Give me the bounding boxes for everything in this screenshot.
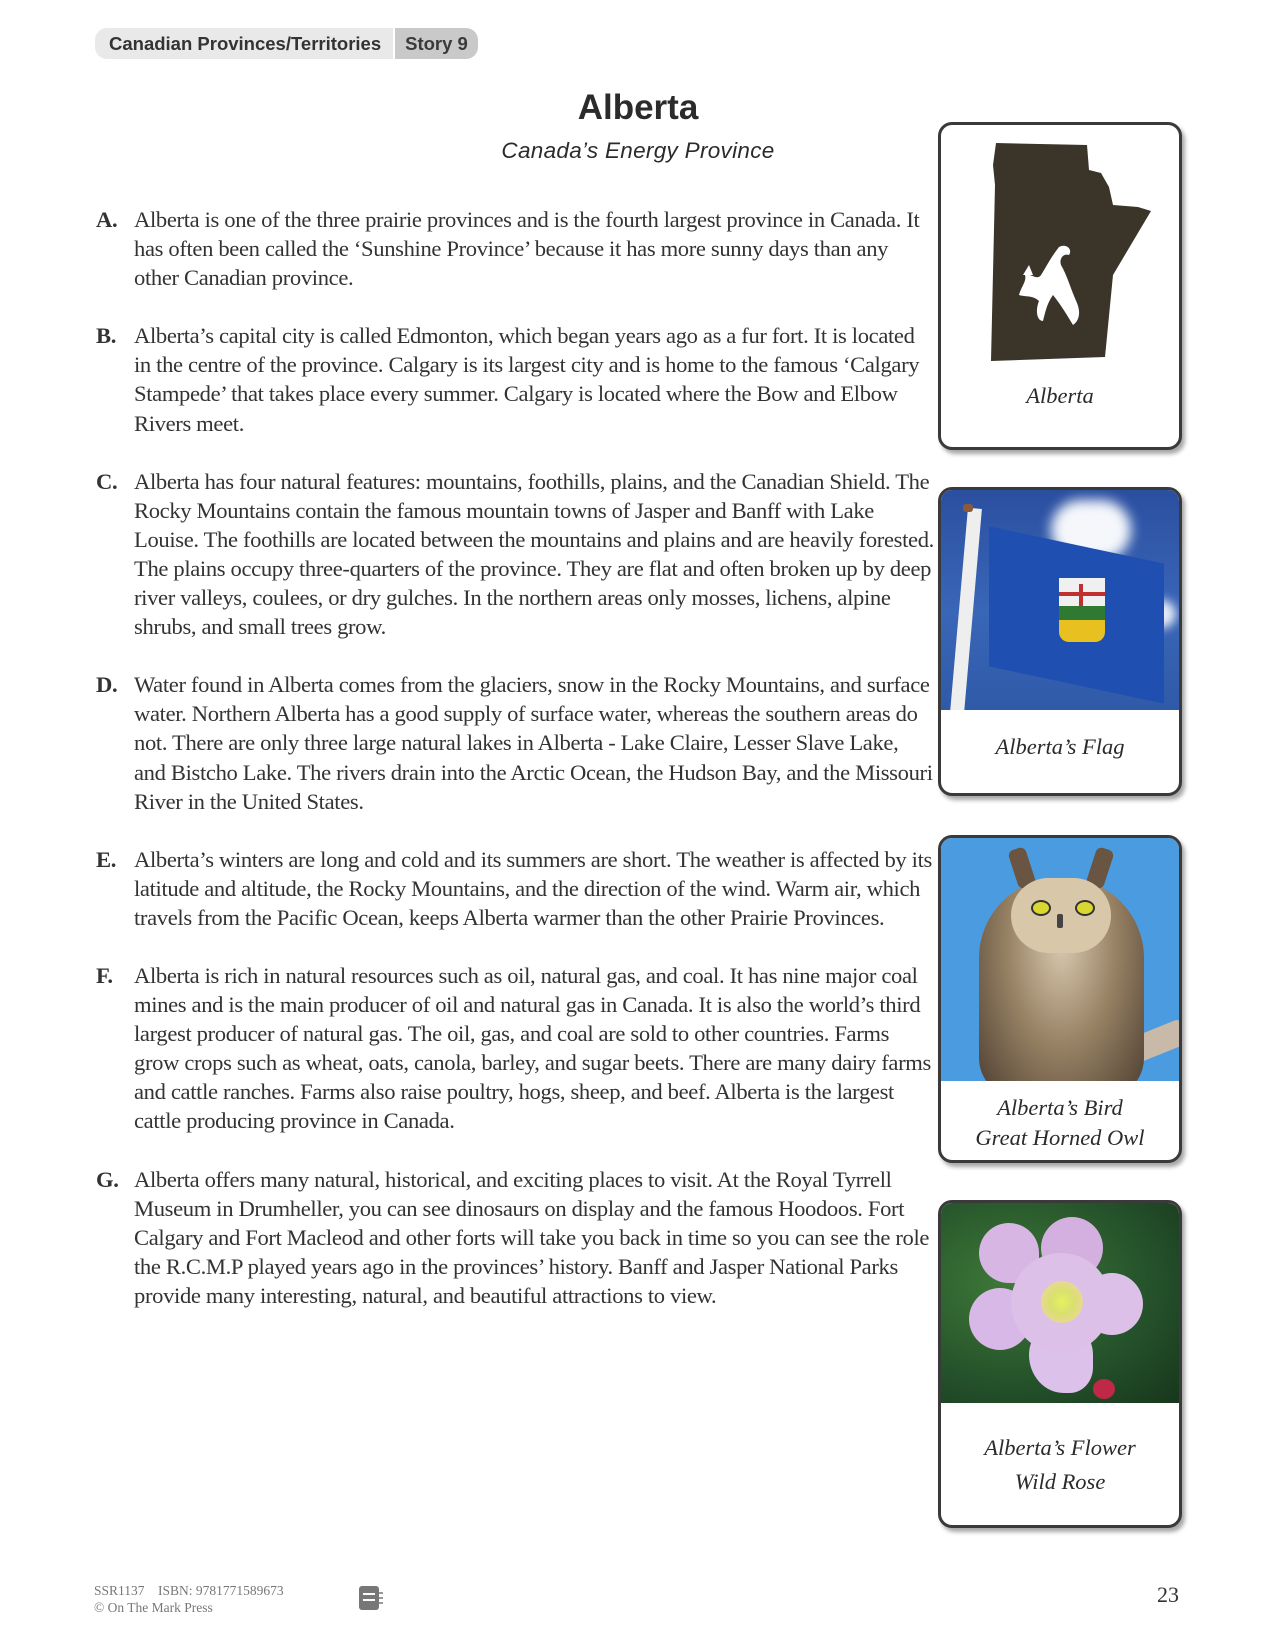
flower-card xyxy=(938,1200,1182,1528)
map-caption: Alberta xyxy=(1026,383,1094,408)
paragraph-label: C. xyxy=(96,468,118,494)
paragraph-b xyxy=(96,321,934,437)
province-map-image xyxy=(941,125,1179,375)
copyright: © On The Mark Press xyxy=(94,1600,213,1615)
rose-photo xyxy=(941,1203,1179,1403)
reading-notepad-icon xyxy=(357,1584,385,1612)
paragraph-label: F. xyxy=(96,962,113,988)
product-code: SSR1137 xyxy=(94,1583,145,1598)
page-title: Alberta xyxy=(577,88,699,127)
map-card xyxy=(938,122,1182,450)
paragraph-label: G. xyxy=(96,1166,119,1192)
paragraph-text: Alberta’s winters are long and cold and its summers are short. The weather is affected by its latitude and altitude, the Rocky Mountains, and the direction of the wind. Warm air, which travels from the Pacific Ocean, keeps Alberta warmer than the other Prairie Provinces. xyxy=(134,846,932,930)
isbn: ISBN: 9781771589673 xyxy=(158,1583,284,1598)
flag-caption: Alberta’s Flag xyxy=(995,734,1125,759)
paragraph-text: Water found in Alberta comes from the glaciers, snow in the Rocky Mountains, and surface water. Northern Alberta has a good supply of surface water, whereas the southern areas do not. There are only three large natural lakes in Alberta - Lake Claire, Lesser Slave Lake, and Bistcho Lake. The rivers drain into the Arctic Ocean, the Hudson Bay, and the Missouri River in the United States. xyxy=(134,672,933,814)
paragraph-a xyxy=(96,205,934,292)
series-label: Canadian Provinces/Territories xyxy=(95,28,393,59)
page-number: 23 xyxy=(1157,1582,1179,1607)
paragraph-c xyxy=(96,467,934,642)
paragraph-e xyxy=(96,845,934,932)
story-badge: Story 9 xyxy=(395,28,478,59)
paragraph-label: D. xyxy=(96,672,118,698)
paragraph-g xyxy=(96,1165,934,1310)
story-body xyxy=(96,205,934,1339)
owl-photo xyxy=(941,838,1179,1081)
paragraph-text: Alberta has four natural features: mountains, foothills, plains, and the Canadian Shield. The Rocky Mountains contain the famous mountain towns of Jasper and Banff with Lake Louise. The foothills are located between the mountains and plains and are heavily forested. The plains occupy three-quarters of the province. They are flat and often broken up by deep river valleys, coulees, or dry gulches. In the northern areas only mosses, lichens, alpine shrubs, and small trees grow. xyxy=(134,468,934,640)
paragraph-d xyxy=(96,670,934,815)
paragraph-f xyxy=(96,961,934,1136)
paragraph-text: Alberta is one of the three prairie provinces and is the fourth largest province in Canada. It has often been called the ‘Sunshine Province’ because it has more sunny days than any other Canadian province. xyxy=(134,207,920,291)
flag-card xyxy=(938,487,1182,796)
page-subtitle: Canada’s Energy Province xyxy=(501,138,775,163)
series-header xyxy=(95,28,478,59)
flag-photo xyxy=(941,490,1179,710)
paragraph-label: A. xyxy=(96,207,118,232)
bird-caption-line2: Great Horned Owl xyxy=(975,1125,1145,1150)
paragraph-text: Alberta offers many natural, historical, and exciting places to visit. At the Royal Tyrrell Museum in Drumheller, you can see dinosaurs on display and the famous Hoodoos. Fort Calgary and Fort Macleod and other forts will take you back in time so you can see the role the R.C.M.P played years ago in the provinces’ history. Banff and Jasper National Parks provide many interesting, natural, and beautiful attractions to view. xyxy=(134,1166,930,1308)
bird-caption-line1: Alberta’s Bird xyxy=(997,1095,1123,1120)
paragraph-text: Alberta is rich in natural resources such as oil, natural gas, and coal. It has nine major coal mines and is the main producer of oil and natural gas in Canada. It is also the world’s third largest producer of natural gas. The oil, gas, and coal are sold to other countries. Farms grow crops such as wheat, oats, canola, barley, and sugar beets. There are many dairy farms and cattle ranches. Farms also raise poultry, hogs, sheep, and beef. Alberta is the largest cattle producing province in Canada. xyxy=(134,962,931,1134)
flower-caption-line2: Wild Rose xyxy=(1014,1469,1106,1494)
bird-card xyxy=(938,835,1182,1163)
paragraph-label: B. xyxy=(96,323,117,349)
footer-publication-info xyxy=(94,1582,284,1616)
paragraph-label: E. xyxy=(96,846,117,872)
paragraph-text: Alberta’s capital city is called Edmonton, which began years ago as a fur fort. It is located in the centre of the province. Calgary is its largest city and is home to the famous ‘Calgary Stampede’ that takes place every summer. Calgary is located where the Bow and Elbow Rivers meet. xyxy=(134,323,920,436)
flower-caption-line1: Alberta’s Flower xyxy=(984,1435,1136,1460)
